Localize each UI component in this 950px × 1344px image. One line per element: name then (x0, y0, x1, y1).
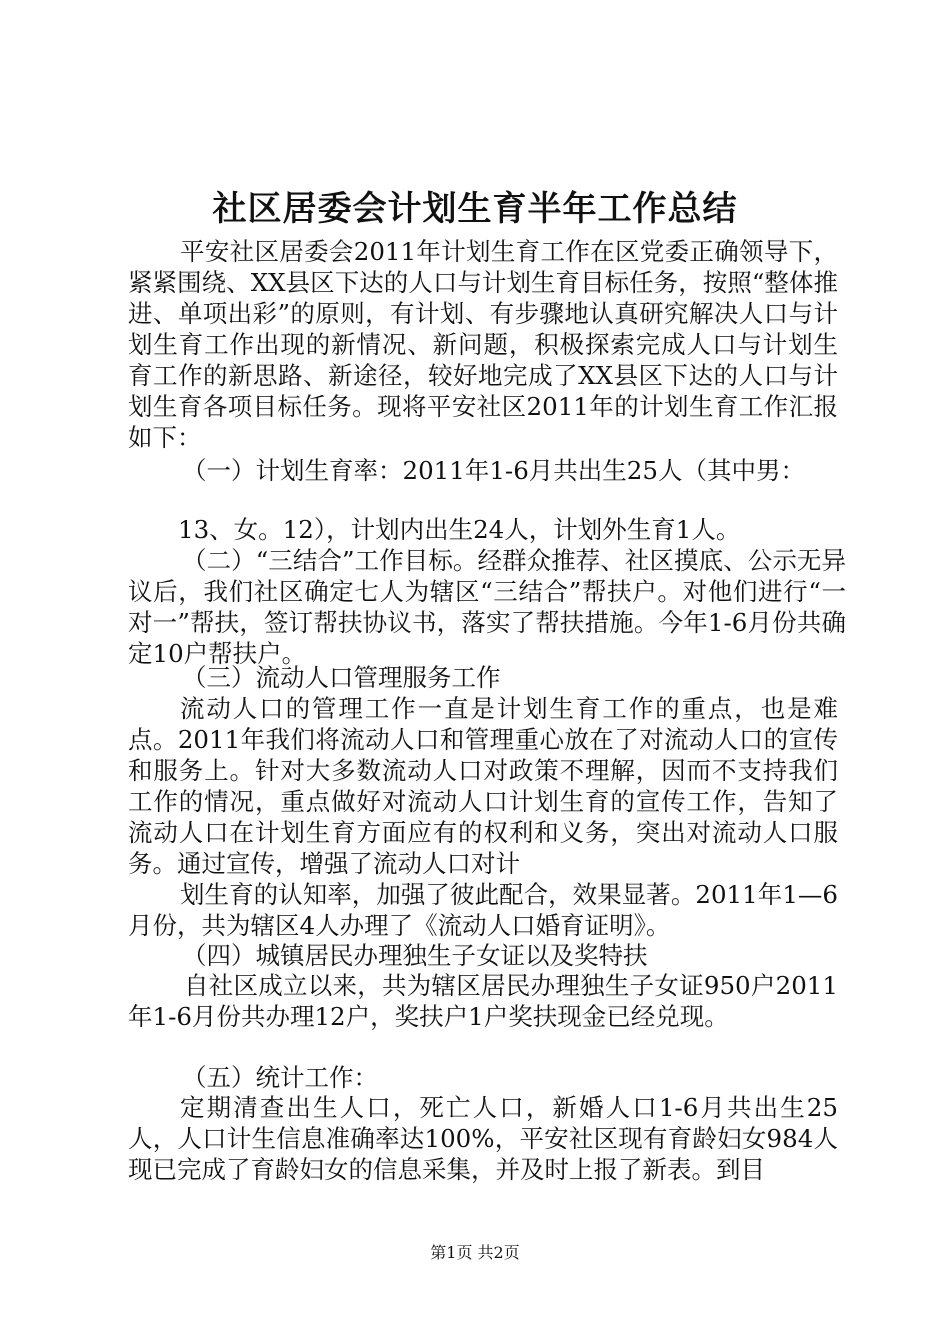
section-3-continuation: 划生育的认知率，加强了彼此配合，效果显著。2011年1—6月份，共为辖区4人办理了《流动人口婚育证明》。 (128, 880, 838, 940)
document-title: 社区居委会计划生育半年工作总结 (212, 189, 738, 229)
section-4-paragraph: 自社区成立以来，共为辖区居民办理独生子女证950户2011年1-6月份共办理12户，奖扶户1户奖扶现金已经兑现。 (128, 971, 838, 1031)
section-4-heading: （四）城镇居民办理独生子女证以及奖特扶 (182, 941, 648, 970)
section-5-heading: （五）统计工作： (182, 1063, 378, 1092)
section-1-heading-line: （一）计划生育率：2011年1-6月共出生25人（其中男： (182, 456, 805, 485)
section-5-paragraph: 定期清查出生人口，死亡人口，新婚人口1-6月共出生25人，人口计生信息准确率达100%，平安社区现有育龄妇女984人现已完成了育龄妇女的信息采集，并及时上报了新表。到目 (128, 1093, 838, 1184)
section-2-paragraph: （二）“三结合”工作目标。经群众推荐、社区摸底、公示无异议后，我们社区确定七人为辖区“三结合”帮扶户。对他们进行“一对一”帮扶，签订帮扶协议书，落实了帮扶措施。今年1-6月份共确定10户帮扶户。 (128, 546, 846, 668)
section-3-paragraph: 流动人口的管理工作一直是计划生育工作的重点，也是难点。2011年我们将流动人口和管理重心放在了对流动人口的宣传和服务上。针对大多数流动人口对政策不理解，因而不支持我们工作的情况，重点做好对流动人口计划生育的宣传工作，告知了流动人口在计划生育方面应有的权利和义务，突出对流动人口服务。通过宣传，增强了流动人口对计 (128, 694, 838, 878)
section-3-heading: （三）流动人口管理服务工作 (182, 663, 501, 692)
page-footer: 第1页 共2页 (430, 1243, 520, 1262)
intro-paragraph: 平安社区居委会2011年计划生育工作在区党委正确领导下，紧紧围绕、XX县区下达的人口与计划生育目标任务，按照“整体推进、单项出彩”的原则，有计划、有步骤地认真研究解决人口与计划生育工作出现的新情况、新问题，积极探索完成人口与计划生育工作的新思路、新途径，较好地完成了XX县区下达的人口与计划生育各项目标任务。现将平安社区2011年的计划生育工作汇报如下： (128, 237, 838, 452)
section-1-continuation: 13、女。12），计划内出生24人，计划外生育1人。 (178, 515, 741, 544)
